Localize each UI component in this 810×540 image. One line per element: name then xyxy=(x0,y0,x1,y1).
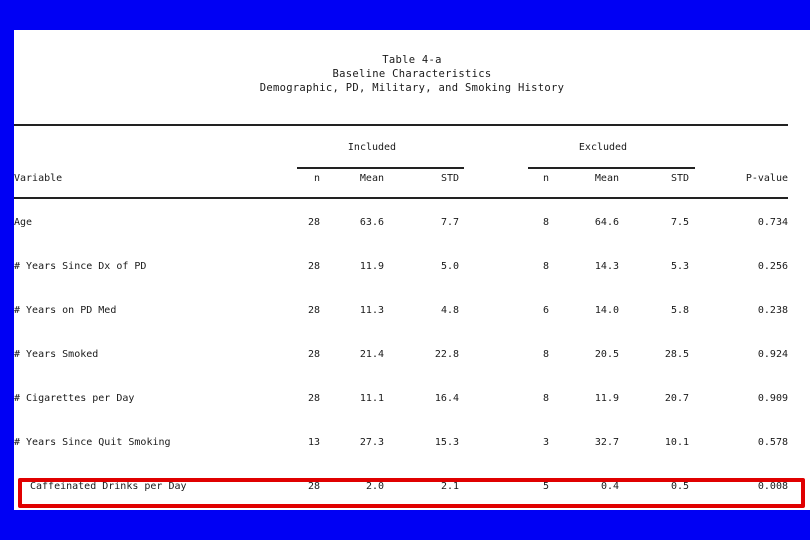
cell-p-value: 0.008 xyxy=(757,481,788,492)
cell-p-value: 0.924 xyxy=(757,349,788,360)
cell-exc-mean: 14.3 xyxy=(594,261,619,272)
cell-exc-std: 28.5 xyxy=(664,349,689,360)
cell-inc-mean: 2.0 xyxy=(365,481,384,492)
cell-exc-std: 7.5 xyxy=(670,217,689,228)
excluded-rule xyxy=(528,167,695,169)
cell-exc-mean: 14.0 xyxy=(594,305,619,316)
col-header-variable: Variable xyxy=(14,173,63,184)
cell-inc-n: 28 xyxy=(307,217,320,228)
col-header-exc-mean: Mean xyxy=(594,173,619,184)
included-rule xyxy=(297,167,464,169)
cell-variable: # Years Since Quit Smoking xyxy=(14,437,171,448)
cell-exc-std: 0.5 xyxy=(670,481,689,492)
cell-exc-n: 8 xyxy=(542,393,549,404)
cell-p-value: 0.909 xyxy=(757,393,788,404)
cell-p-value: 0.734 xyxy=(757,217,788,228)
cell-exc-std: 5.3 xyxy=(670,261,689,272)
cell-inc-std: 7.7 xyxy=(440,217,459,228)
cell-p-value: 0.238 xyxy=(757,305,788,316)
cell-inc-std: 16.4 xyxy=(434,393,459,404)
cell-inc-n: 28 xyxy=(307,349,320,360)
table-title: Baseline Characteristics xyxy=(332,68,492,80)
group-header-included: Included xyxy=(347,142,397,153)
cell-variable: # Years on PD Med xyxy=(14,305,117,316)
cell-inc-mean: 11.1 xyxy=(359,393,384,404)
cell-inc-std: 22.8 xyxy=(434,349,459,360)
cell-inc-n: 13 xyxy=(307,437,320,448)
cell-inc-std: 15.3 xyxy=(434,437,459,448)
group-header-excluded: Excluded xyxy=(578,142,628,153)
cell-exc-std: 5.8 xyxy=(670,305,689,316)
col-header-inc-n: n xyxy=(313,173,320,184)
document-page xyxy=(14,30,810,510)
cell-exc-mean: 0.4 xyxy=(600,481,619,492)
cell-exc-mean: 11.9 xyxy=(594,393,619,404)
cell-variable: Age xyxy=(14,217,33,228)
cell-exc-n: 8 xyxy=(542,261,549,272)
col-header-inc-mean: Mean xyxy=(359,173,384,184)
cell-exc-mean: 32.7 xyxy=(594,437,619,448)
col-header-inc-std: STD xyxy=(440,173,459,184)
cell-exc-n: 5 xyxy=(542,481,549,492)
cell-inc-n: 28 xyxy=(307,261,320,272)
cell-inc-mean: 11.9 xyxy=(359,261,384,272)
cell-variable: Caffeinated Drinks per Day xyxy=(30,481,187,492)
cell-inc-std: 5.0 xyxy=(440,261,459,272)
cell-exc-n: 8 xyxy=(542,349,549,360)
col-header-exc-std: STD xyxy=(670,173,689,184)
cell-exc-n: 6 xyxy=(542,305,549,316)
cell-variable: # Years Smoked xyxy=(14,349,99,360)
cell-exc-mean: 64.6 xyxy=(594,217,619,228)
table-number: Table 4-a xyxy=(382,54,442,66)
cell-p-value: 0.256 xyxy=(757,261,788,272)
cell-inc-mean: 27.3 xyxy=(359,437,384,448)
cell-inc-n: 28 xyxy=(307,393,320,404)
table-subtitle: Demographic, PD, Military, and Smoking History xyxy=(259,82,565,94)
col-header-p-value: P-value xyxy=(745,173,788,184)
cell-inc-mean: 63.6 xyxy=(359,217,384,228)
cell-exc-std: 10.1 xyxy=(664,437,689,448)
cell-variable: # Years Since Dx of PD xyxy=(14,261,147,272)
cell-variable: # Cigarettes per Day xyxy=(14,393,135,404)
cell-p-value: 0.578 xyxy=(757,437,788,448)
cell-exc-std: 20.7 xyxy=(664,393,689,404)
header-rule xyxy=(14,197,788,199)
top-rule xyxy=(14,124,788,126)
cell-exc-n: 8 xyxy=(542,217,549,228)
cell-inc-std: 2.1 xyxy=(440,481,459,492)
col-header-exc-n: n xyxy=(542,173,549,184)
cell-exc-n: 3 xyxy=(542,437,549,448)
cell-inc-mean: 21.4 xyxy=(359,349,384,360)
cell-exc-mean: 20.5 xyxy=(594,349,619,360)
cell-inc-n: 28 xyxy=(307,305,320,316)
cell-inc-mean: 11.3 xyxy=(359,305,384,316)
cell-inc-n: 28 xyxy=(307,481,320,492)
cell-inc-std: 4.8 xyxy=(440,305,459,316)
